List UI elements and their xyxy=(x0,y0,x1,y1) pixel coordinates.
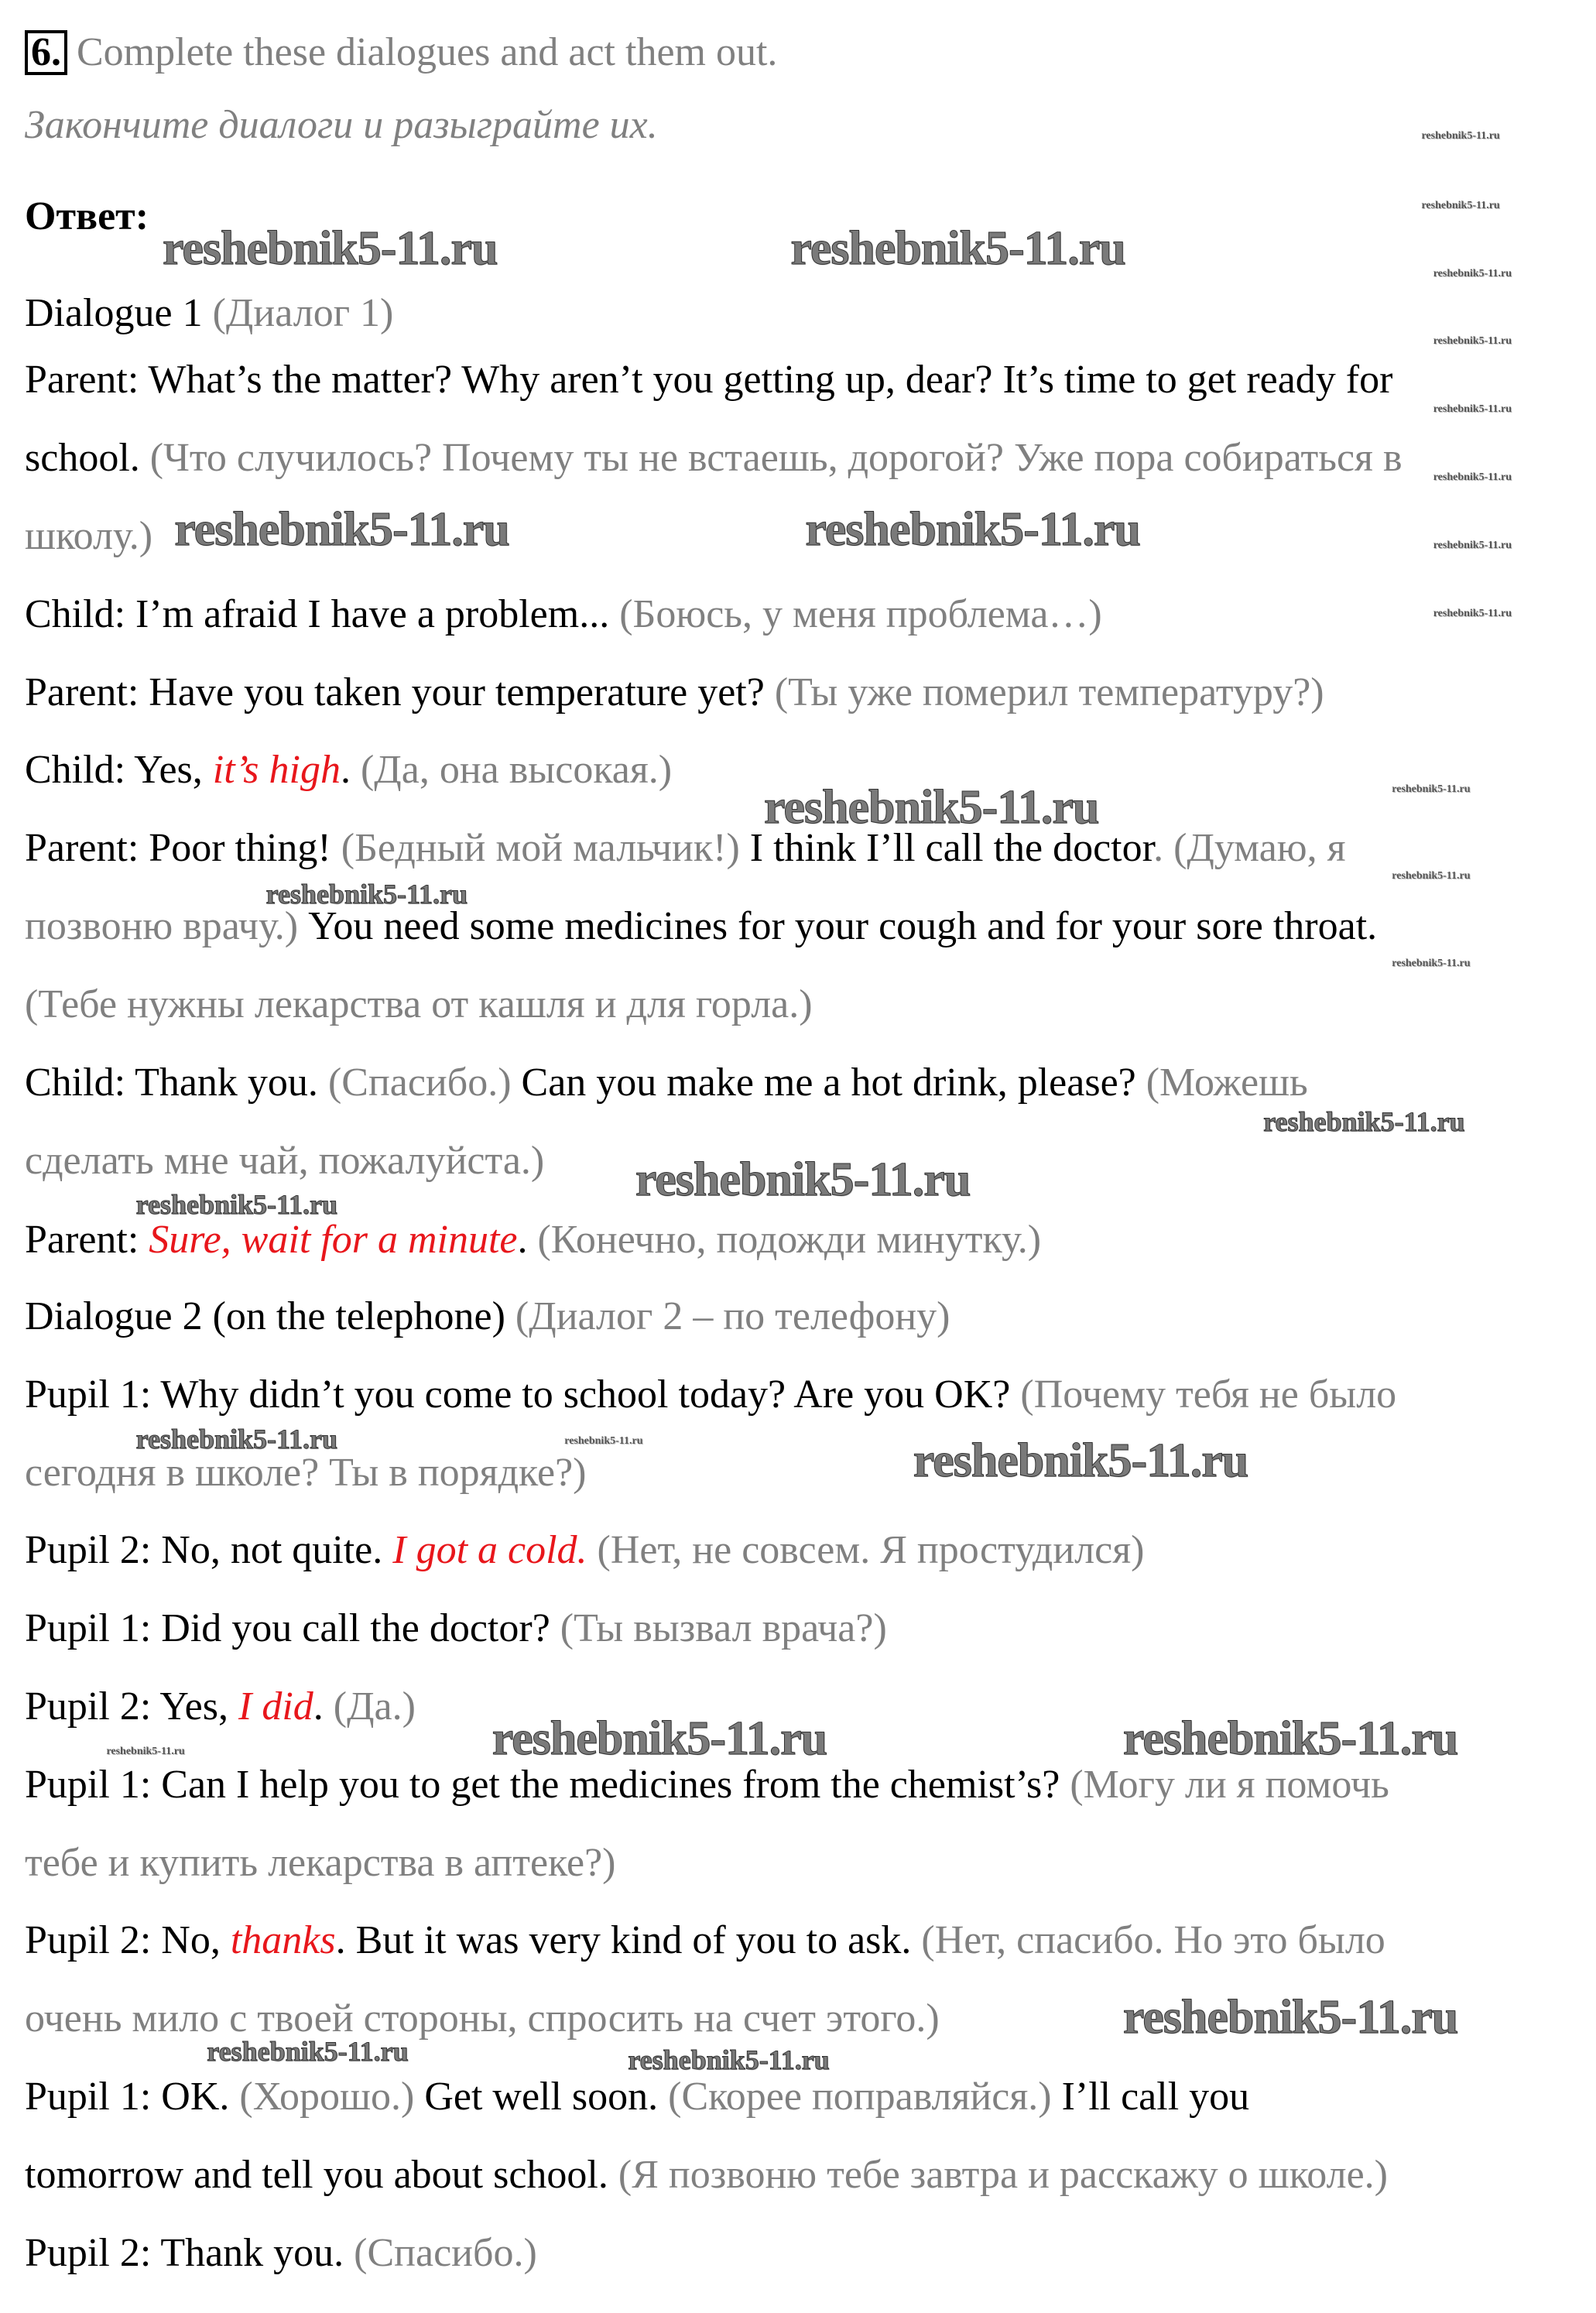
text-line xyxy=(25,903,1377,950)
dialogue-text: . xyxy=(313,1684,334,1729)
watermark: reshebnik5-11.ru xyxy=(1433,267,1512,279)
watermark: reshebnik5-11.ru xyxy=(1433,607,1512,619)
text-line xyxy=(25,1138,544,1184)
text-line xyxy=(25,825,1346,872)
watermark: reshebnik5-11.ru xyxy=(628,2044,830,2076)
text-line xyxy=(25,747,672,793)
translation-text: (Да.) xyxy=(333,1684,416,1729)
text-line xyxy=(25,1217,1041,1263)
translation-text: школу.) xyxy=(25,513,153,558)
text-line xyxy=(25,1605,887,1652)
text-line xyxy=(25,2074,1249,2120)
text-line xyxy=(25,1372,1396,1418)
translation-text: (Диалог 2 – по телефону) xyxy=(515,1294,950,1338)
translation-text: (Можешь xyxy=(1146,1061,1308,1105)
dialogue-text: Dialogue 1 xyxy=(25,290,213,335)
dialogue-text: Child: Thank you. xyxy=(25,1061,328,1105)
task-number: 6. xyxy=(25,30,67,75)
answer-text: I got a cold. xyxy=(392,1527,587,1572)
translation-text: (Почему тебя не было xyxy=(1020,1372,1397,1417)
task-instruction: Complete these dialogues and act them out. xyxy=(77,30,778,74)
text-line xyxy=(25,1684,416,1730)
dialogue-text: Dialogue 2 (on the telephone) xyxy=(25,1294,515,1338)
translation-text: (Боюсь, у меня проблема…) xyxy=(619,592,1102,637)
translation-text: . (Думаю, я xyxy=(1153,825,1346,870)
text-line xyxy=(25,2230,537,2277)
dialogue-text: Parent: xyxy=(25,1217,149,1262)
watermark: reshebnik5-11.ru xyxy=(763,780,1099,834)
watermark: reshebnik5-11.ru xyxy=(491,1712,827,1765)
translation-text: (Я позвоню тебе завтра и расскажу о школе.) xyxy=(618,2153,1388,2198)
dialogue-text: Can you make me a hot drink, please? xyxy=(511,1061,1146,1105)
watermark: reshebnik5-11.ru xyxy=(174,503,509,557)
text-line xyxy=(25,2152,1388,2198)
text-line xyxy=(25,1762,1389,1808)
text-line xyxy=(25,1840,615,1886)
dialogue-text: Parent: Poor thing! xyxy=(25,825,341,870)
dialogue-text: . But it was very kind of you to ask. xyxy=(335,1917,922,1962)
dialogue-text: Pupil 2: Thank you. xyxy=(25,2231,354,2276)
translation-text: (Диалог 1) xyxy=(212,290,394,335)
dialogue-text: Parent: What’s the matter? Why aren’t you getting up, dear? It’s time to get ready for xyxy=(25,357,1393,402)
answer-text: Sure, wait for a minute xyxy=(149,1217,518,1262)
watermark: reshebnik5-11.ru xyxy=(805,503,1140,557)
translation-text: (Спасибо.) xyxy=(327,1061,512,1105)
text-line xyxy=(25,1294,950,1340)
watermark: reshebnik5-11.ru xyxy=(1392,783,1471,795)
watermark: reshebnik5-11.ru xyxy=(1263,1105,1465,1137)
watermark: reshebnik5-11.ru xyxy=(790,222,1125,276)
task-header xyxy=(25,29,777,76)
text-line xyxy=(25,1527,1144,1574)
dialogue-text: I think I’ll call the doctor xyxy=(739,825,1154,870)
watermark: reshebnik5-11.ru xyxy=(1122,1991,1458,2044)
text-line xyxy=(25,670,1324,716)
translation-text: (Ты вызвал врача?) xyxy=(560,1605,887,1650)
dialogue-text: Pupil 1: Why didn’t you come to school today? Are you OK? xyxy=(25,1372,1021,1417)
text-line xyxy=(25,1060,1308,1106)
text-line xyxy=(25,435,1402,481)
text-line xyxy=(25,357,1392,403)
translation-text: (Нет, не совсем. Я простудился) xyxy=(587,1527,1145,1572)
translation-text: (Бедный мой мальчик!) xyxy=(341,825,740,870)
watermark: reshebnik5-11.ru xyxy=(1433,539,1512,551)
watermark: reshebnik5-11.ru xyxy=(635,1153,971,1207)
text-line xyxy=(25,982,813,1028)
text-line xyxy=(25,513,152,560)
watermark: reshebnik5-11.ru xyxy=(1392,870,1471,882)
text-line xyxy=(25,1917,1385,1964)
answer-text: thanks xyxy=(230,1917,336,1962)
watermark: reshebnik5-11.ru xyxy=(1433,403,1512,416)
translation-text: (Что случилось? Почему ты не встаешь, дорогой? Уже пора собираться в xyxy=(149,435,1402,480)
dialogue-text: I’ll call you xyxy=(1051,2074,1250,2119)
translation-text: (Могу ли я помочь xyxy=(1070,1763,1389,1808)
text-line xyxy=(25,591,1102,638)
answer-text: I did xyxy=(238,1684,313,1729)
translation-text: (Спасибо.) xyxy=(354,2231,537,2276)
dialogue-text: You need some medicines for your cough and for your sore throat. xyxy=(298,903,1378,948)
translation-text: (Тебе нужны лекарства от кашля и для горла.) xyxy=(25,982,813,1027)
dialogue-text: Pupil 2: No, not quite. xyxy=(25,1527,393,1572)
watermark: reshebnik5-11.ru xyxy=(135,1188,338,1220)
translation-text: (Да, она высокая.) xyxy=(360,747,673,792)
watermark: reshebnik5-11.ru xyxy=(1421,199,1500,211)
translation-text: сегодня в школе? Ты в порядке?) xyxy=(25,1451,587,1496)
dialogue-text: Pupil 1: OK. xyxy=(25,2074,240,2119)
watermark: reshebnik5-11.ru xyxy=(1433,471,1512,483)
translation-text: (Хорошо.) xyxy=(239,2074,415,2119)
watermark: reshebnik5-11.ru xyxy=(106,1745,185,1757)
translation-text: (Ты уже померил температуру?) xyxy=(774,670,1324,715)
dialogue-text: tomorrow and tell you about school. xyxy=(25,2153,618,2198)
translation-text: сделать мне чай, пожалуйста.) xyxy=(25,1139,545,1184)
dialogue-text: Pupil 1: Can I help you to get the medicines from the chemist’s? xyxy=(25,1763,1070,1808)
dialogue-text: Pupil 2: Yes, xyxy=(25,1684,238,1729)
translation-text: (Нет, спасибо. Но это было xyxy=(921,1917,1385,1962)
dialogue-text: Pupil 1: Did you call the doctor? xyxy=(25,1605,560,1650)
translation-text: тебе и купить лекарства в аптеке?) xyxy=(25,1841,616,1886)
answer-label: Ответ: xyxy=(25,194,149,238)
answer-text: it’s high xyxy=(212,747,341,792)
watermark: reshebnik5-11.ru xyxy=(1392,958,1471,970)
translation-text: (Скорее поправляйся.) xyxy=(668,2074,1052,2119)
watermark: reshebnik5-11.ru xyxy=(135,1424,338,1455)
translation-text: (Конечно, подожди минутку.) xyxy=(537,1217,1042,1262)
task-instruction-ru: Закончите диалоги и разыграйте их. xyxy=(25,103,658,147)
translation-text: позвоню врачу.) xyxy=(25,903,299,948)
text-line xyxy=(25,1996,940,2042)
dialogue-text: school. xyxy=(25,435,150,480)
watermark: reshebnik5-11.ru xyxy=(913,1434,1248,1487)
dialogue-text: Child: I’m afraid I have a problem... xyxy=(25,592,620,637)
dialogue-text: Pupil 2: No, xyxy=(25,1917,231,1962)
watermark: reshebnik5-11.ru xyxy=(1433,335,1512,348)
watermark: reshebnik5-11.ru xyxy=(265,878,467,910)
text-line xyxy=(25,290,393,337)
dialogue-text: Get well soon. xyxy=(414,2074,669,2119)
text-line xyxy=(25,1450,587,1496)
watermark: reshebnik5-11.ru xyxy=(1421,129,1500,142)
watermark: reshebnik5-11.ru xyxy=(207,2035,409,2067)
watermark: reshebnik5-11.ru xyxy=(162,222,498,276)
dialogue-text: . xyxy=(517,1217,538,1262)
dialogue-text: Parent: Have you taken your temperature yet? xyxy=(25,670,775,715)
watermark: reshebnik5-11.ru xyxy=(1122,1712,1458,1765)
translation-text: очень мило с твоей стороны, спросить на счет этого.) xyxy=(25,1996,940,2041)
dialogue-text: Child: Yes, xyxy=(25,747,213,792)
watermark: reshebnik5-11.ru xyxy=(564,1434,643,1447)
dialogue-text: . xyxy=(340,747,361,792)
